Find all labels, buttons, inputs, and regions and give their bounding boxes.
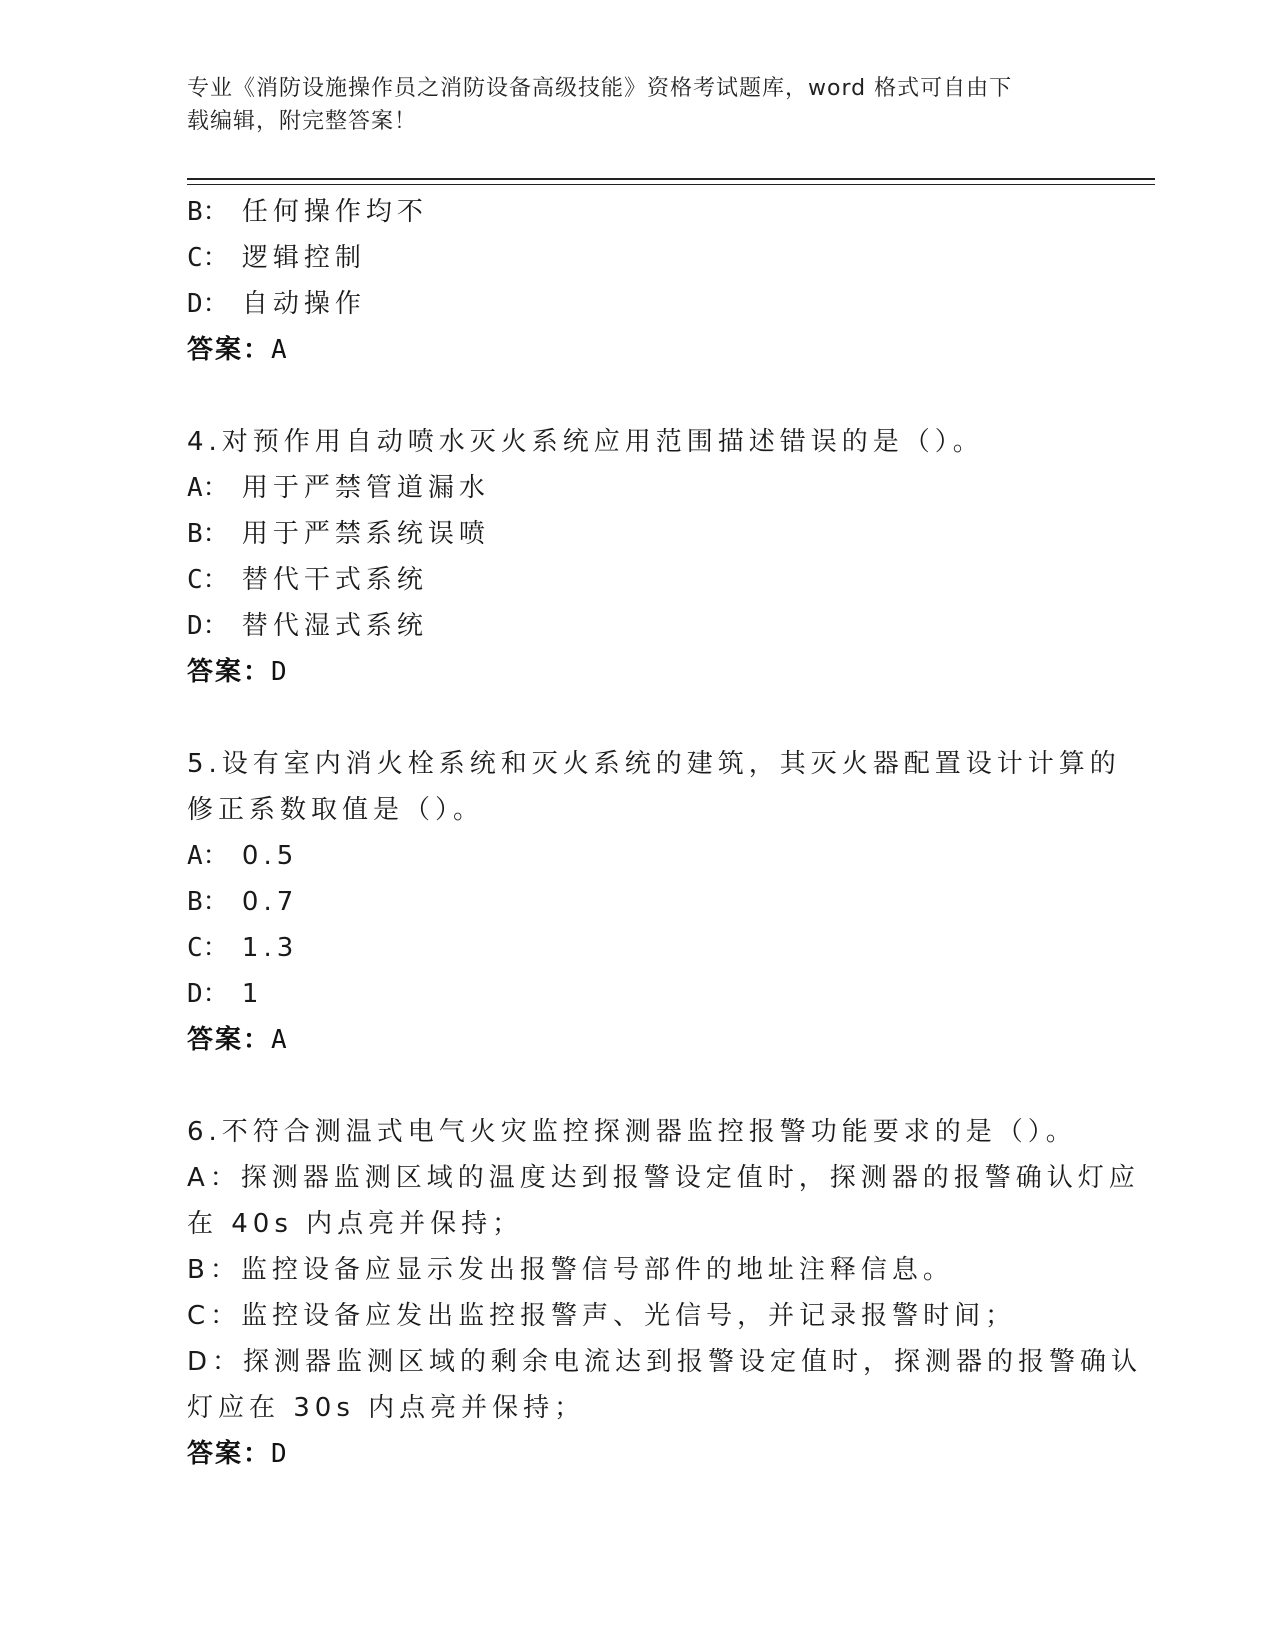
option-d: D： 1 (187, 979, 264, 1009)
option-d: D： 自动操作 (187, 289, 366, 319)
answer-line: 答案：A (187, 1025, 289, 1055)
question-3-tail (187, 189, 1087, 373)
option-c: C：监控设备应发出监控报警声、光信号，并记录报警时间； (187, 1301, 1017, 1331)
option-a: A： 用于严禁管道漏水 (187, 473, 490, 503)
answer-line: 答案：D (187, 1439, 289, 1469)
document-header (187, 72, 1067, 138)
question-4 (187, 419, 1087, 695)
question-6 (187, 1109, 1143, 1477)
spacer (187, 695, 1087, 741)
option-d-line-1: D：探测器监测区域的剩余电流达到报警设定值时，探测器的报警确认 (187, 1347, 1143, 1377)
option-a: A： 0.5 (187, 841, 299, 871)
header-line-1: 专业《消防设施操作员之消防设备高级技能》资格考试题库，word 格式可自由下 (187, 76, 1013, 101)
spacer (187, 1063, 1087, 1109)
question-list (187, 189, 1143, 1477)
option-b: B： 任何操作均不 (187, 197, 428, 227)
option-b: B：监控设备应显示发出报警信号部件的地址注释信息。 (187, 1255, 954, 1285)
header-rule-thin (187, 184, 1155, 185)
option-a-line-1: A：探测器监测区域的温度达到报警设定值时，探测器的报警确认灯应 (187, 1163, 1140, 1193)
option-b: B： 0.7 (187, 887, 299, 917)
option-d: D： 替代湿式系统 (187, 611, 428, 641)
option-c: C： 1.3 (187, 933, 299, 963)
question-stem: 4.对预作用自动喷水灭火系统应用范围描述错误的是（）。 (187, 427, 984, 457)
answer-line: 答案：A (187, 335, 289, 365)
question-stem-line-1: 5.设有室内消火栓系统和灭火系统的建筑，其灭火器配置设计计算的 (187, 749, 1121, 779)
header-rule-thick (187, 178, 1155, 180)
question-stem-line-2: 修正系数取值是（）。 (187, 795, 485, 825)
question-stem: 6.不符合测温式电气火灾监控探测器监控报警功能要求的是（）。 (187, 1117, 1077, 1147)
option-c: C： 替代干式系统 (187, 565, 428, 595)
header-line-2: 载编辑，附完整答案！ (187, 109, 418, 134)
option-a-line-2: 在 40s 内点亮并保持； (187, 1209, 524, 1239)
question-5 (187, 741, 1121, 1063)
spacer (187, 373, 1087, 419)
option-c: C： 逻辑控制 (187, 243, 366, 273)
option-d-line-2: 灯应在 30s 内点亮并保持； (187, 1393, 586, 1423)
option-b: B： 用于严禁系统误喷 (187, 519, 490, 549)
answer-line: 答案：D (187, 657, 289, 687)
